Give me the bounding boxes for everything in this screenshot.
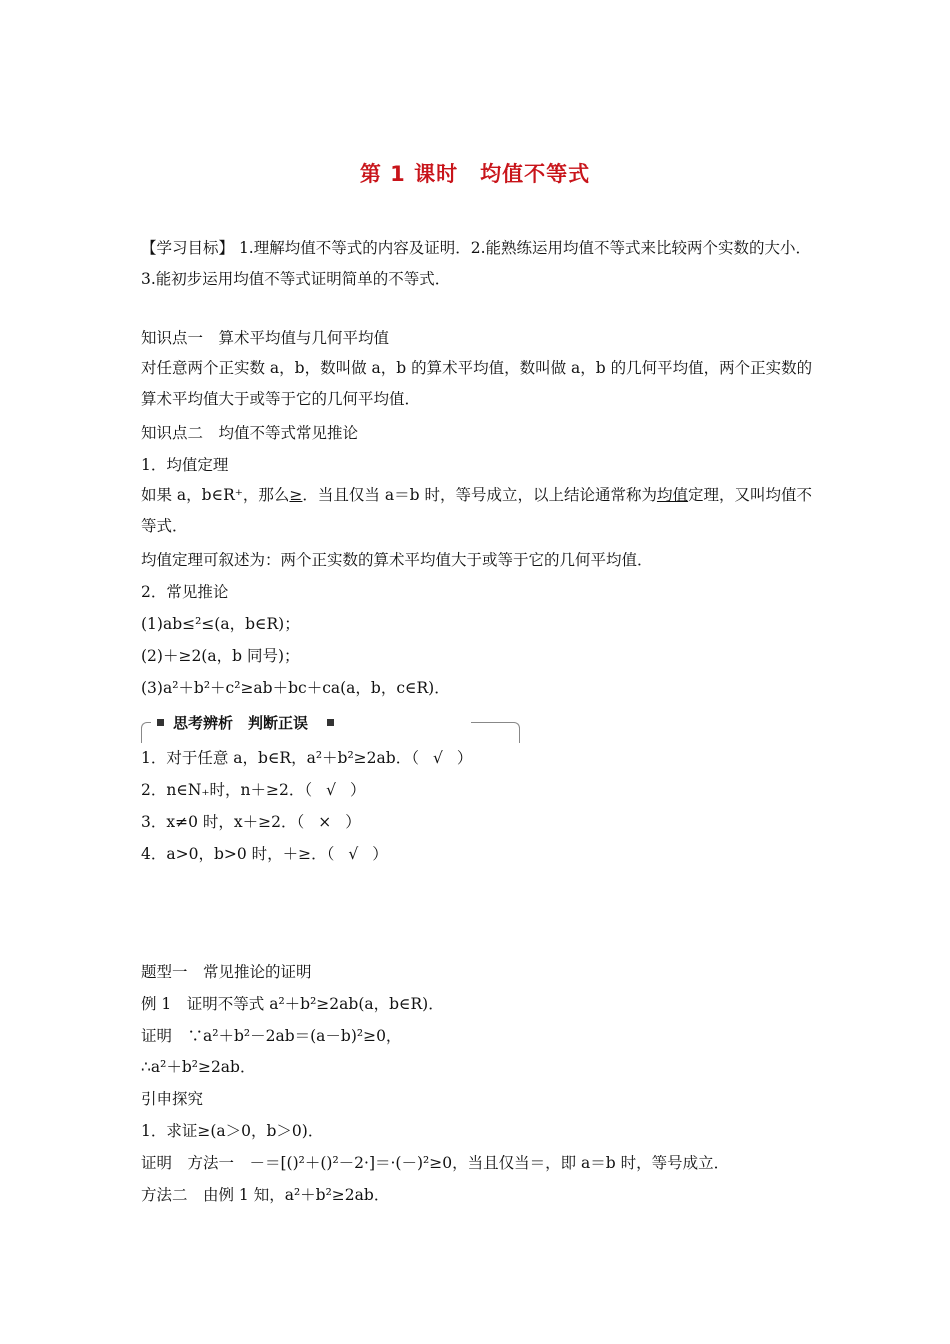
objectives-label: 【学习目标】 <box>141 239 235 257</box>
theorem-part-2: ．当且仅当 a＝b 时，等号成立，以上结论通常称为 <box>302 486 657 504</box>
mean-theorem-heading: 1．均值定理 <box>141 456 229 474</box>
judgment-text: 1．对于任意 a，b∈R，a²＋b²≥2ab．（ <box>141 749 419 767</box>
corollary-3: (3)a²＋b²＋c²≥ab＋bc＋ca(a，b，c∈R)． <box>141 679 450 697</box>
corollaries-heading: 2．常见推论 <box>141 583 229 601</box>
cross-mark-icon: × <box>318 813 332 831</box>
method-1-proof: 证明 方法一 －＝[()²＋()²－2·]＝·(－)²≥0，当且仅当＝，即 a＝b 时，等号成立． <box>141 1154 730 1172</box>
theorem-part-3: 定理，又叫均值不等式． <box>141 486 812 535</box>
mean-theorem-statement <box>141 480 813 542</box>
banner-square-right-icon <box>327 719 334 726</box>
banner-square-left-icon <box>157 719 164 726</box>
judgment-close: ） <box>350 781 366 799</box>
judgment-close: ） <box>456 749 473 767</box>
judgment-text: 4．a>0，b>0 时，＋≥．（ <box>141 845 335 863</box>
corollary-1: (1)ab≤²≤(a，b∈R)； <box>141 615 300 633</box>
extension-problem-1: 1．求证≥(a＞0，b＞0)． <box>141 1122 324 1140</box>
knowledge-point-1-body: 对任意两个正实数 a，b，数叫做 a，b 的算术平均值，数叫做 a，b 的几何平均值，两个正实数的算术平均值大于或等于它的几何平均值． <box>141 359 813 408</box>
judgment-item-2 <box>141 780 366 800</box>
judgment-text: 3．x≠0 时，x＋≥2．（ <box>141 813 305 831</box>
banner-label: 思考辨析 判断正误 <box>173 714 309 732</box>
judgment-item-3 <box>141 812 361 832</box>
judgment-item-1 <box>141 748 472 768</box>
judgment-item-4 <box>141 844 388 864</box>
page-title: 第 1 课时 均值不等式 <box>359 162 591 186</box>
type-1-heading: 题型一 常见推论的证明 <box>141 963 312 981</box>
proof-line-1: 证明 ∵a²＋b²－2ab＝(a－b)²≥0， <box>141 1027 402 1045</box>
example-1: 例 1 证明不等式 a²＋b²≥2ab(a，b∈R)． <box>141 995 444 1013</box>
theorem-underlined-word: 均值 <box>656 486 688 504</box>
knowledge-point-2-heading: 知识点二 均值不等式常见推论 <box>141 424 359 442</box>
check-mark-icon: √ <box>326 781 337 799</box>
check-mark-icon: √ <box>348 845 359 863</box>
banner-frame-right <box>471 722 520 743</box>
knowledge-point-1-heading: 知识点一 算术平均值与几何平均值 <box>141 329 390 347</box>
theorem-geq-symbol: ≥ <box>289 486 303 504</box>
corollary-2: (2)＋≥2(a，b 同号)； <box>141 647 300 665</box>
judgment-close: ） <box>345 813 361 831</box>
extension-heading: 引申探究 <box>141 1090 204 1108</box>
proof-line-2: ∴a²＋b²≥2ab． <box>141 1058 256 1076</box>
judgment-close: ） <box>372 845 388 863</box>
think-judge-banner <box>141 712 521 736</box>
check-mark-icon: √ <box>432 749 443 767</box>
method-2-proof: 方法二 由例 1 知，a²＋b²≥2ab． <box>141 1186 390 1204</box>
theorem-restatement: 均值定理可叙述为：两个正实数的算术平均值大于或等于它的几何平均值． <box>141 551 653 569</box>
objectives-text: 1.理解均值不等式的内容及证明．2.能熟练运用均值不等式来比较两个实数的大小．3.能初步运用均值不等式证明简单的不等式． <box>141 239 812 288</box>
learning-objectives <box>141 233 813 295</box>
judgment-text: 2．n∈N₊时，n＋≥2．（ <box>141 781 313 799</box>
theorem-part-1: 如果 a，b∈R⁺，那么 <box>141 486 290 504</box>
banner-frame-left <box>141 722 151 743</box>
